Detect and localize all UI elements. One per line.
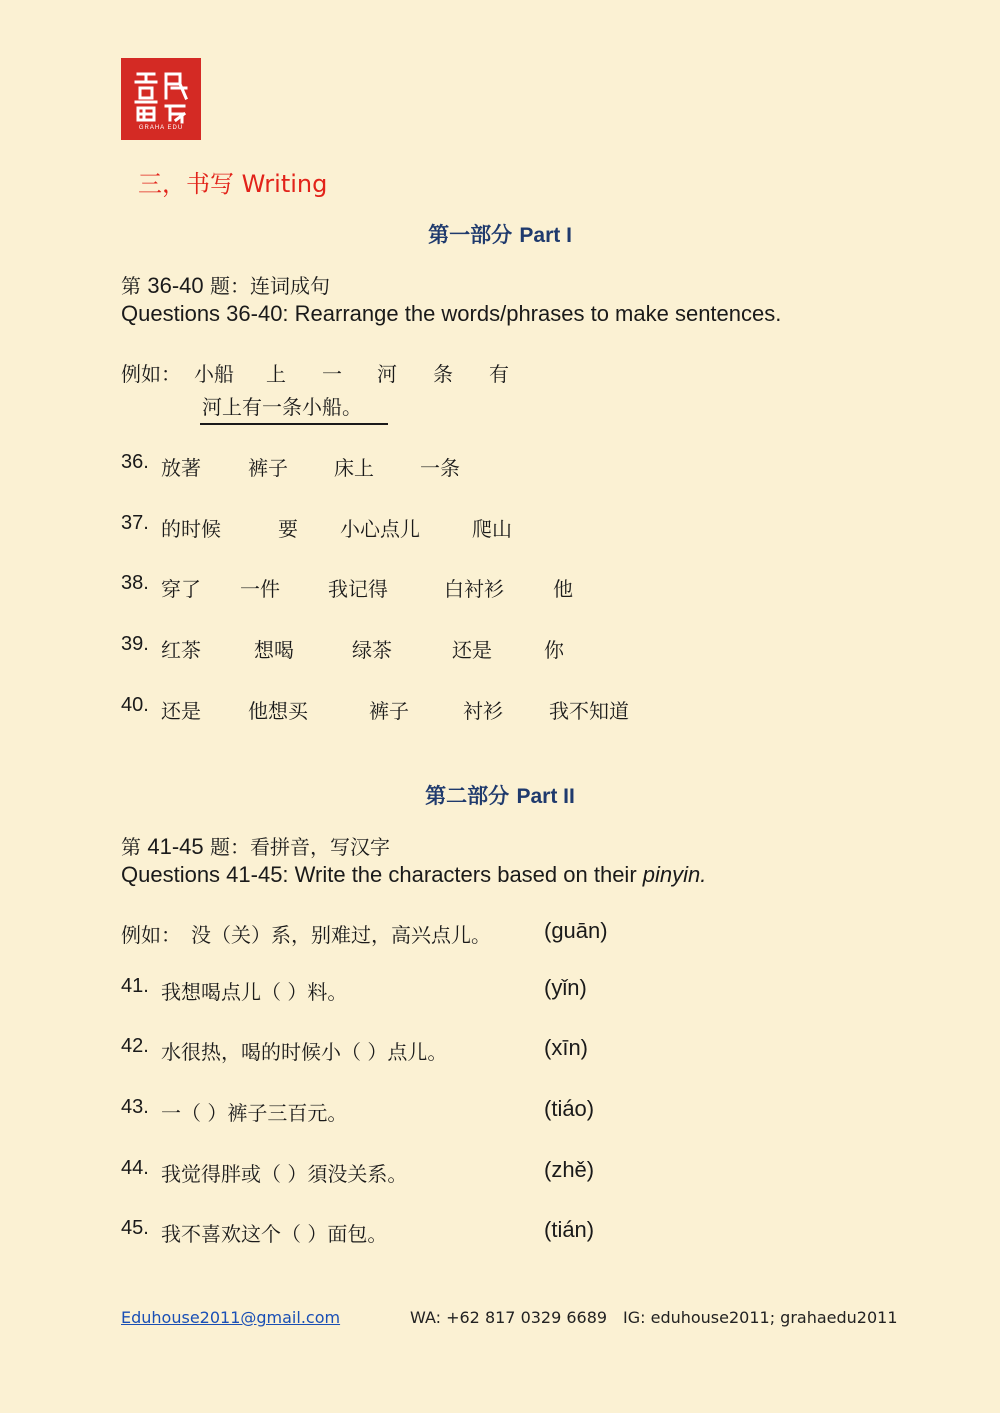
question-word: 还是 — [161, 699, 201, 723]
question-number: 41. — [121, 975, 149, 997]
example-word: 河 — [377, 362, 397, 386]
question-word: 白衬衫 — [444, 577, 504, 601]
question-word: 还是 — [452, 638, 492, 662]
part2-instruction-range: 41-45 — [147, 834, 204, 859]
part1-instruction-cn — [121, 270, 330, 299]
part2-instruction-en-main: Questions 41-45: Write the characters based on their — [121, 862, 643, 887]
part1-instruction-range: 36-40 — [147, 273, 204, 298]
part2-instruction-en — [121, 862, 706, 888]
question-word: 要 — [278, 517, 298, 541]
example-sentence: 没（关）系，别难过，高兴点儿。 — [191, 923, 491, 947]
question-number: 43. — [121, 1096, 149, 1118]
question-word: 裤子 — [369, 699, 409, 723]
question-sentence: 我觉得胖或（ ）須没关系。 — [161, 1162, 408, 1186]
example-label: 例如： — [121, 362, 181, 386]
question-word: 想喝 — [254, 638, 294, 662]
part2-instruction-en-italic: pinyin. — [642, 862, 707, 887]
question-sentence: 水很热，喝的时候小（ ）点儿。 — [161, 1040, 448, 1064]
footer-whatsapp: WA: +62 817 0329 6689 — [410, 1308, 608, 1327]
question-pinyin: (yǐn) — [544, 975, 587, 1000]
question-word: 床上 — [334, 456, 374, 480]
section-title-cn: 三，书写 — [138, 170, 234, 198]
question-word: 你 — [544, 638, 564, 662]
section-title — [138, 164, 327, 199]
part2-heading — [0, 780, 1000, 810]
question-pinyin: (zhě) — [544, 1157, 595, 1182]
part1-instruction-prefix: 第 — [121, 274, 141, 298]
part2-instruction-prefix: 第 — [121, 835, 141, 859]
question-word: 我记得 — [328, 577, 388, 601]
question-number: 36. — [121, 451, 149, 473]
question-sentence: 我想喝点儿（ ）料。 — [161, 980, 348, 1004]
example-word: 一 — [322, 362, 342, 386]
question-word: 裤子 — [248, 456, 288, 480]
logo-caption: GRAHA EDU — [138, 124, 184, 131]
question-pinyin: (tiáo) — [544, 1096, 595, 1121]
question-word: 他想买 — [248, 699, 308, 723]
seal-logo-icon — [130, 68, 192, 124]
example-word: 上 — [266, 362, 286, 386]
example-word: 小船 — [194, 362, 234, 386]
example-answer: 河上有一条小船。 — [200, 391, 388, 425]
question-pinyin: (tián) — [544, 1217, 595, 1242]
part1-heading-en: Part I — [519, 224, 572, 247]
question-word: 爬山 — [472, 517, 512, 541]
question-number: 38. — [121, 572, 149, 594]
footer-email-link[interactable]: Eduhouse2011@gmail.com — [121, 1308, 341, 1327]
question-number: 39. — [121, 633, 149, 655]
question-word: 他 — [553, 577, 573, 601]
footer-instagram: IG: eduhouse2011; grahaedu2011 — [623, 1308, 898, 1327]
question-word: 一条 — [420, 456, 460, 480]
question-number: 37. — [121, 512, 149, 534]
question-word: 放著 — [161, 456, 201, 480]
question-word: 红茶 — [161, 638, 201, 662]
part2-instruction-suffix: 题：看拼音，写汉字 — [210, 835, 390, 859]
part2-heading-en: Part II — [516, 785, 575, 808]
question-number: 45. — [121, 1217, 149, 1239]
example-label: 例如： — [121, 923, 181, 947]
example-pinyin: (guān) — [544, 918, 608, 943]
part1-heading — [0, 219, 1000, 249]
question-sentence: 一（ ）裤子三百元。 — [161, 1101, 348, 1125]
question-number: 40. — [121, 694, 149, 716]
question-number: 42. — [121, 1035, 149, 1057]
question-word: 绿茶 — [352, 638, 392, 662]
part1-instruction-en: Questions 36-40: Rearrange the words/phrases to make sentences. — [121, 301, 782, 326]
example-word: 条 — [433, 362, 453, 386]
question-word: 我不知道 — [549, 699, 629, 723]
question-number: 44. — [121, 1157, 149, 1179]
question-word: 一件 — [240, 577, 280, 601]
example-word: 有 — [489, 362, 509, 386]
question-word: 小心点儿 — [340, 517, 420, 541]
part1-instruction-suffix: 题：连词成句 — [210, 274, 330, 298]
question-word: 衬衫 — [463, 699, 503, 723]
part2-instruction-cn — [121, 831, 390, 860]
question-word: 穿了 — [161, 577, 201, 601]
graha-edu-logo — [121, 58, 201, 140]
part1-heading-cn: 第一部分 — [428, 222, 513, 247]
part2-heading-cn: 第二部分 — [425, 783, 510, 808]
question-word: 的时候 — [161, 517, 221, 541]
question-sentence: 我不喜欢这个（ ）面包。 — [161, 1222, 388, 1246]
section-title-en: Writing — [241, 170, 328, 198]
question-pinyin: (xīn) — [544, 1035, 588, 1060]
